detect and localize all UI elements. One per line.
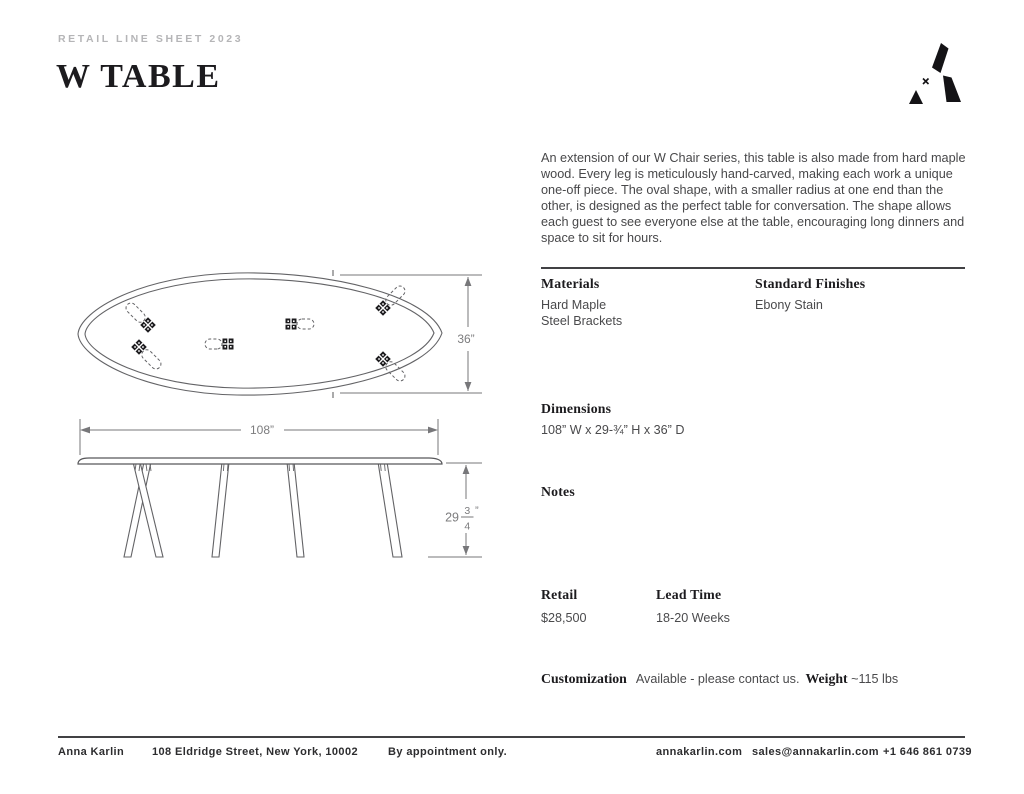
footer-divider [58,736,965,738]
tabletop-outline-inner [85,279,434,388]
svg-text:29: 29 [445,510,459,525]
weight-heading: Weight [805,671,848,686]
lead-time-value: 18-20 Weeks [656,611,730,625]
footer-website-link[interactable]: annakarlin.com [656,746,743,758]
table-legs [124,462,402,557]
lead-time-heading: Lead Time [656,587,722,602]
eyebrow-label: RETAIL LINE SHEET 2023 [58,33,244,45]
materials-heading: Materials [541,276,600,291]
tabletop-outline-outer [78,273,442,395]
leg-brackets [124,284,408,384]
materials-item: Steel Brackets [541,314,623,328]
finishes-item: Ebony Stain [755,298,823,312]
page-title: W TABLE [56,58,221,95]
dimensions-value: 108” W x 29-¾” H x 36” D [541,423,685,437]
technical-drawing [50,252,490,574]
brand-logo-icon [903,40,965,111]
section-divider [541,267,965,269]
weight-value: ~115 lbs [851,672,899,686]
footer-brand: Anna Karlin [58,746,125,758]
retail-heading: Retail [541,587,578,602]
leg-joint-ticks [135,464,385,471]
height-dimension-label [445,505,479,533]
footer-email-link[interactable]: sales@annakarlin.com [752,746,879,758]
footer-address: 108 Eldridge Street, New York, 10002 [152,746,358,758]
customization-value: Available - please contact us. [635,672,800,686]
footer-appointment: By appointment only. [388,746,508,758]
footer-phone-link[interactable]: +1 646 861 0739 [883,746,972,758]
retail-value: $28,500 [541,611,587,625]
materials-item: Hard Maple [541,298,607,312]
svg-text:”: ” [475,505,479,517]
customization-row [541,671,898,687]
customization-heading: Customization [541,671,627,686]
svg-text:3: 3 [464,505,471,517]
notes-heading: Notes [541,484,575,499]
finishes-heading: Standard Finishes [755,276,866,291]
width-dimension-label: 108” [249,423,275,437]
svg-text:4: 4 [464,520,471,533]
tabletop-side [78,458,442,464]
product-description: An extension of our W Chair series, this table is also made from hard maple wood. Every leg is meticulously hand-carved, making each work a unique one-off piece. The oval shape, with a smaller radius at one end than the other, is designed as the perfect table for conversation. The shape allows each guest to see everyone else at the table, encouraging long dinners and space to sit for hours. [541,151,966,246]
dimensions-heading: Dimensions [541,401,612,416]
depth-dimension-label: 36” [457,332,475,346]
